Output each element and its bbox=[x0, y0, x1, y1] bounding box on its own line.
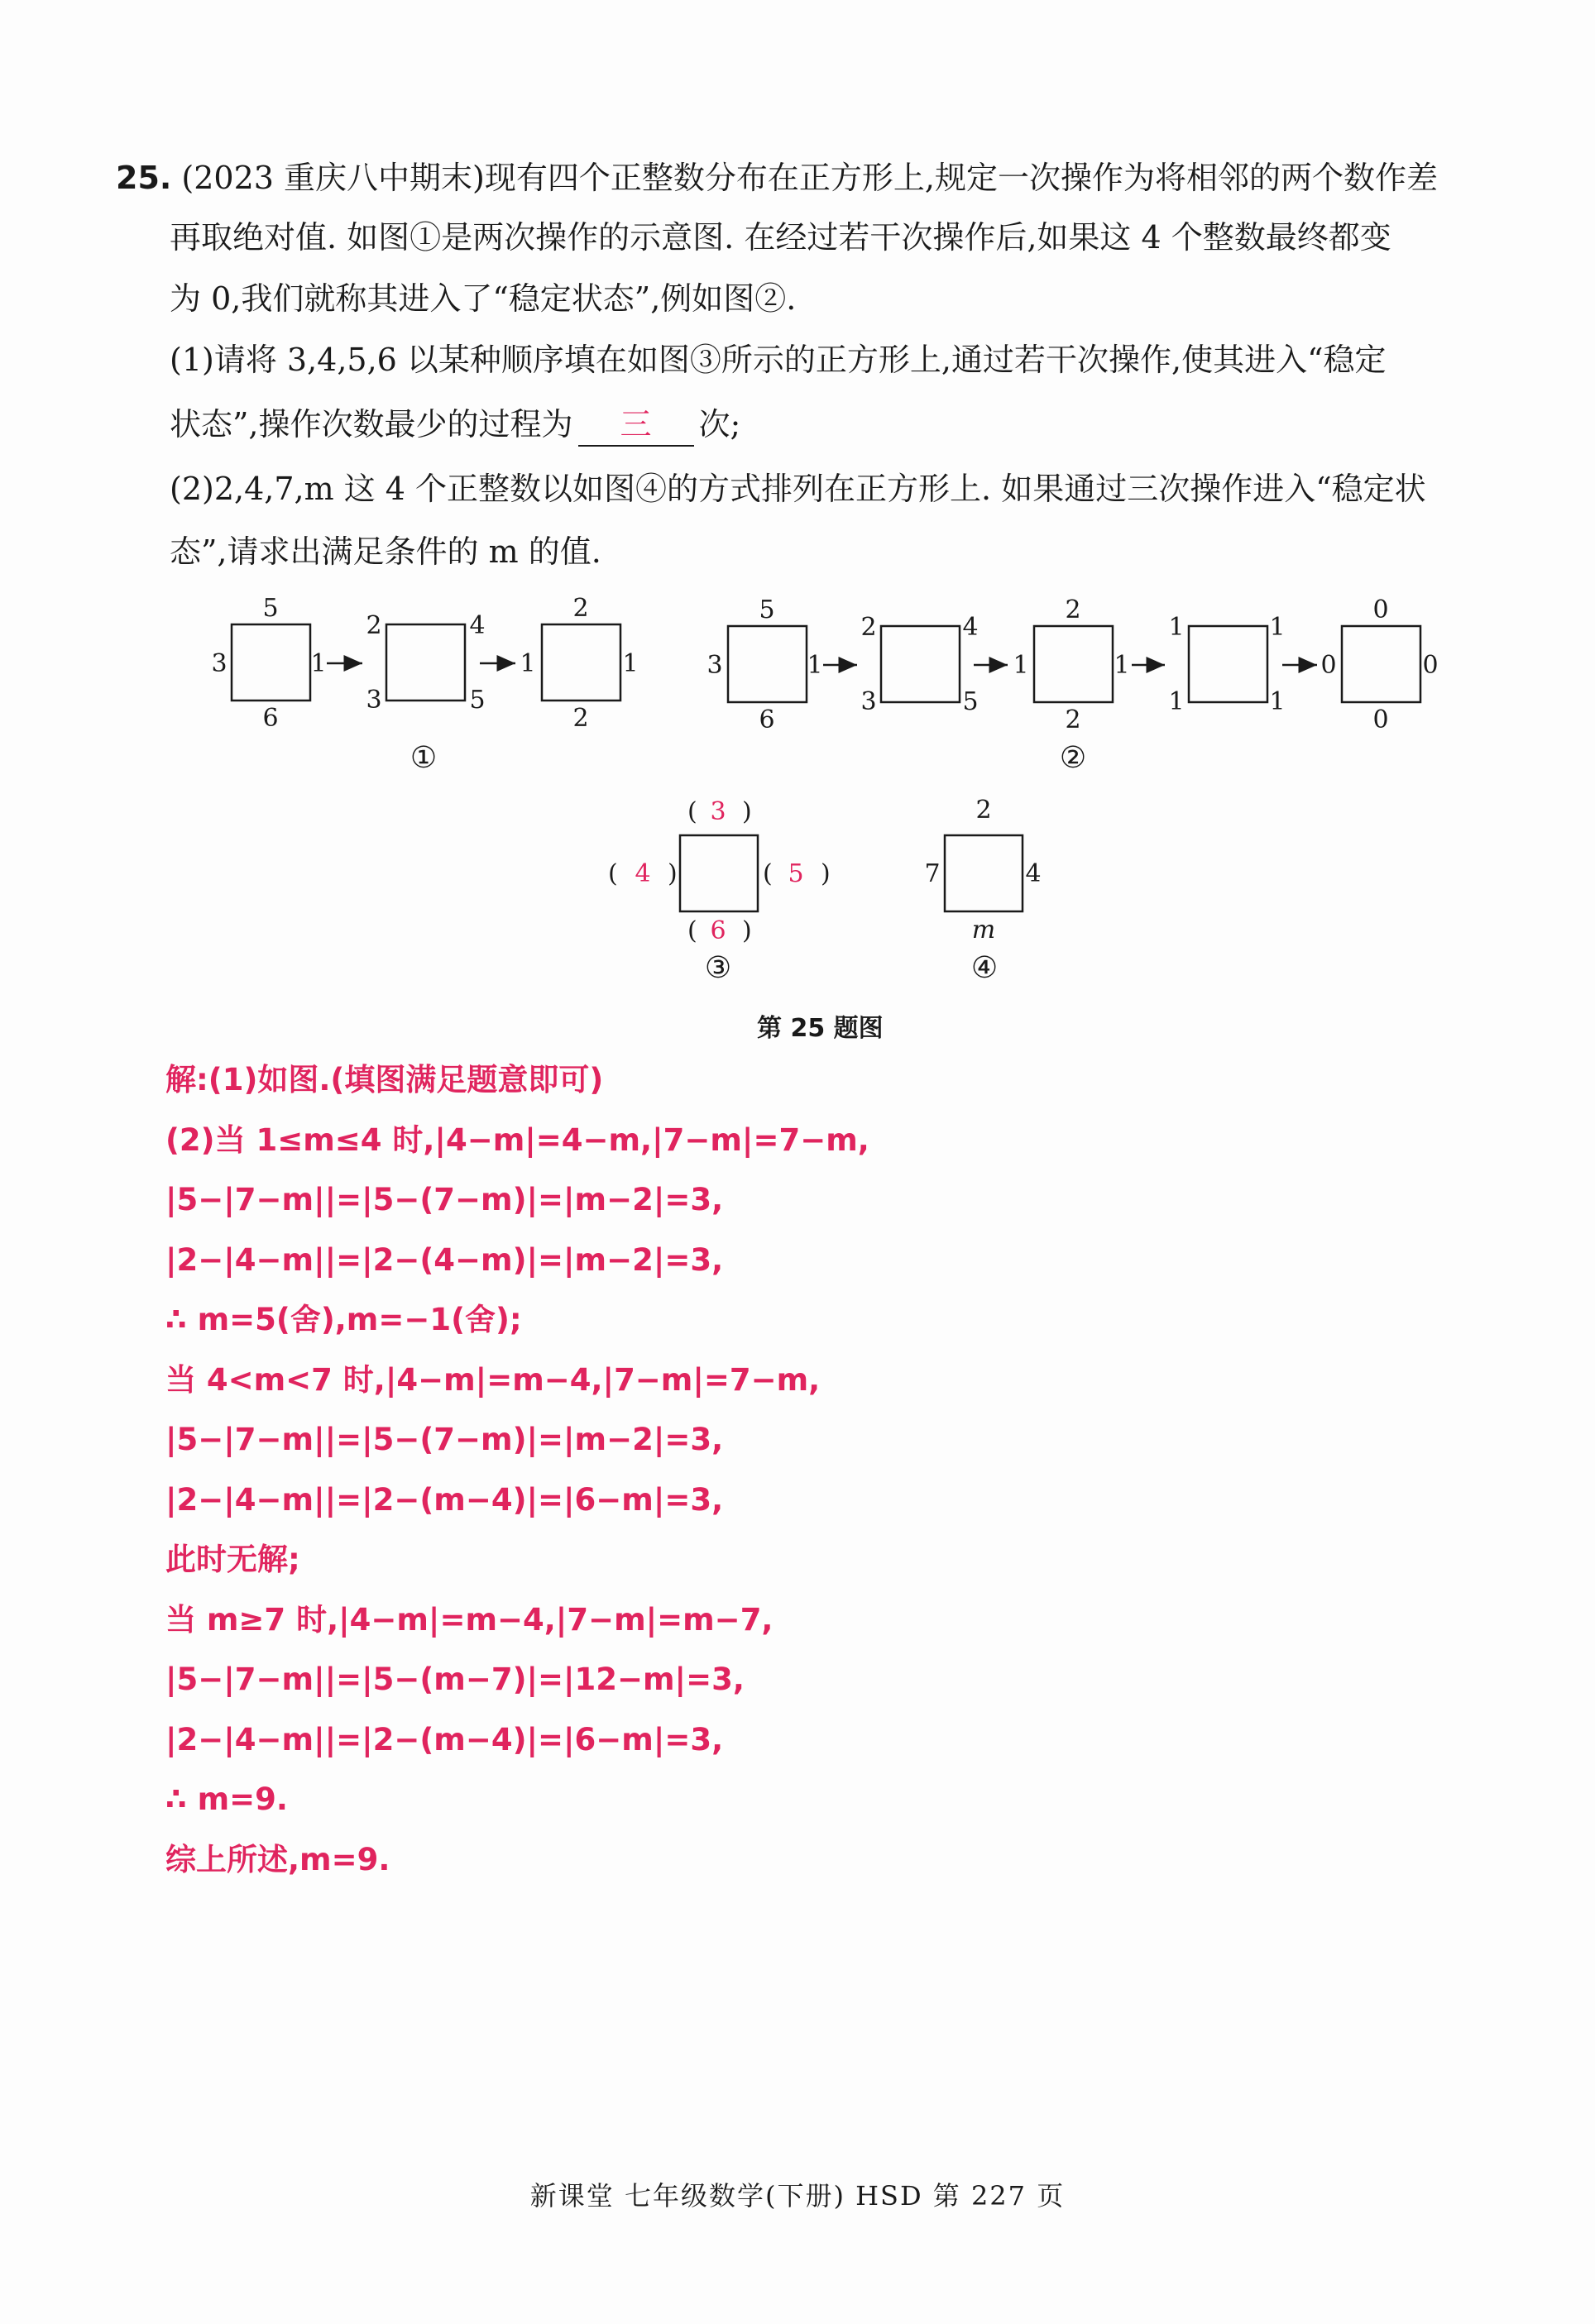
solution-line-11: |5−|7−m||=|5−(m−7)|=|12−m|=3, bbox=[165, 1662, 745, 1697]
fig3-bottom: 6 bbox=[710, 916, 726, 945]
fig4-square bbox=[945, 835, 1023, 911]
solution-line-13: ∴ m=9. bbox=[165, 1781, 288, 1817]
solution-line-6: 当 4<m<7 时,|4−m|=m−4,|7−m|=7−m, bbox=[165, 1362, 821, 1398]
fig2-b2-tr: 4 bbox=[962, 613, 979, 642]
fig1-b1-top: 5 bbox=[262, 594, 279, 623]
fig1-b3-right: 1 bbox=[622, 649, 639, 678]
question-text-1: (2023 重庆八中期末)现有四个正整数分布在正方形上,规定一次操作为将相邻的两个数作差 bbox=[181, 160, 1438, 196]
fig4-bottom: m bbox=[971, 916, 996, 944]
question-line-4: (1)请将 3,4,5,6 以某种顺序填在如图③所示的正方形上,通过若干次操作,使其进入“稳定 bbox=[170, 342, 1387, 378]
fig1-b2-tl: 2 bbox=[366, 611, 382, 640]
fig2-b2-bl: 3 bbox=[860, 687, 877, 716]
question-line-7: 态”,请求出满足条件的 m 的值. bbox=[170, 533, 601, 570]
fig2-b3-left: 1 bbox=[1013, 651, 1029, 680]
fig3-right-rparen: ) bbox=[821, 859, 831, 888]
fig4-left: 7 bbox=[924, 859, 941, 888]
figure-2 bbox=[706, 595, 1438, 775]
fig3-left-rparen: ) bbox=[668, 859, 678, 888]
fig1-square-2 bbox=[386, 624, 465, 701]
fig2-square-2 bbox=[881, 626, 960, 702]
question-line-6: (2)2,4,7,m 这 4 个正整数以如图④的方式排列在正方形上. 如果通过三次操作进入“稳定状 bbox=[170, 471, 1426, 507]
fig3-top: 3 bbox=[710, 797, 726, 826]
fig3-left-lparen: ( bbox=[608, 859, 618, 888]
question-line-1 bbox=[116, 157, 1438, 198]
figures bbox=[0, 579, 1595, 1042]
fig2-b5-left: 0 bbox=[1320, 651, 1337, 680]
solution-line-12: |2−|4−m||=|2−(m−4)|=|6−m|=3, bbox=[165, 1722, 724, 1757]
question-line-3: 为 0,我们就称其进入了“稳定状态”,例如图②. bbox=[170, 280, 797, 317]
fig1-b2-bl: 3 bbox=[366, 686, 382, 715]
fig2-b2-tl: 2 bbox=[860, 613, 877, 642]
question-line-5 bbox=[170, 404, 740, 447]
fig2-b1-bottom: 6 bbox=[759, 705, 775, 734]
solution-line-14: 综上所述,m=9. bbox=[165, 1842, 390, 1877]
part1-suffix: 次; bbox=[698, 406, 741, 442]
figure-4 bbox=[924, 796, 1041, 985]
fig3-bottom-lparen: ( bbox=[687, 916, 697, 945]
fig1-b3-left: 1 bbox=[520, 649, 536, 678]
fig2-b1-right: 1 bbox=[807, 651, 823, 680]
solution-line-3: |5−|7−m||=|5−(7−m)|=|m−2|=3, bbox=[165, 1182, 724, 1217]
fig3-right: 5 bbox=[788, 859, 804, 888]
question-line-2: 再取绝对值. 如图①是两次操作的示意图. 在经过若干次操作后,如果这 4 个整数最终都变 bbox=[170, 219, 1391, 256]
fig2-label: ② bbox=[1059, 741, 1087, 775]
figure-caption: 第 25 题图 bbox=[757, 1014, 884, 1043]
fig2-b3-bottom: 2 bbox=[1065, 705, 1081, 734]
solution-line-2: (2)当 1≤m≤4 时,|4−m|=4−m,|7−m|=7−m, bbox=[165, 1122, 869, 1158]
fig2-square-4 bbox=[1189, 626, 1267, 702]
figure-3 bbox=[608, 797, 831, 985]
fig3-square bbox=[680, 835, 758, 911]
fig3-top-lparen: ( bbox=[687, 797, 697, 826]
page-footer: 新课堂 七年级数学(下册) HSD 第 227 页 bbox=[529, 2180, 1066, 2212]
fig2-b1-left: 3 bbox=[706, 651, 723, 680]
fig1-b2-br: 5 bbox=[469, 686, 486, 715]
solution-line-1: 解:(1)如图.(填图满足题意即可) bbox=[165, 1062, 604, 1097]
fig1-b1-bottom: 6 bbox=[262, 704, 279, 733]
fig2-b1-top: 5 bbox=[759, 595, 775, 624]
fig1-b3-bottom: 2 bbox=[572, 704, 589, 733]
fig2-b4-bl: 1 bbox=[1168, 687, 1185, 716]
fig1-b2-tr: 4 bbox=[469, 611, 486, 640]
fig1-b1-left: 3 bbox=[211, 649, 228, 678]
fig2-b4-tr: 1 bbox=[1269, 613, 1286, 642]
fig3-top-rparen: ) bbox=[742, 797, 752, 826]
fig1-b3-top: 2 bbox=[572, 594, 589, 623]
solution-line-5: ∴ m=5(舍),m=−1(舍); bbox=[165, 1302, 522, 1337]
fig2-b4-br: 1 bbox=[1269, 687, 1286, 716]
fig2-square-5 bbox=[1342, 626, 1420, 702]
fig3-label: ③ bbox=[704, 951, 732, 985]
fig3-bottom-rparen: ) bbox=[742, 916, 752, 945]
fig4-top: 2 bbox=[975, 796, 992, 825]
fig2-b2-br: 5 bbox=[962, 687, 979, 716]
fig2-b5-right: 0 bbox=[1422, 651, 1439, 680]
fig2-b4-tl: 1 bbox=[1168, 613, 1185, 642]
solution-line-10: 当 m≥7 时,|4−m|=m−4,|7−m|=m−7, bbox=[165, 1602, 774, 1638]
fig2-b5-top: 0 bbox=[1372, 595, 1389, 624]
solution-line-4: |2−|4−m||=|2−(4−m)|=|m−2|=3, bbox=[165, 1242, 724, 1278]
fig2-b5-bottom: 0 bbox=[1372, 705, 1389, 734]
fig1-square-1 bbox=[232, 624, 310, 701]
question-number: 25. bbox=[116, 160, 172, 196]
fig3-left: 4 bbox=[635, 859, 651, 888]
fig2-b3-top: 2 bbox=[1065, 595, 1081, 624]
fig1-b1-right: 1 bbox=[310, 649, 327, 678]
solution-line-9: 此时无解; bbox=[165, 1542, 300, 1577]
fig2-square-1 bbox=[728, 626, 807, 702]
fig1-label: ① bbox=[410, 741, 438, 775]
fig3-right-lparen: ( bbox=[763, 859, 773, 888]
figure-1 bbox=[211, 594, 638, 775]
solution-line-7: |5−|7−m||=|5−(7−m)|=|m−2|=3, bbox=[165, 1422, 724, 1457]
fig4-right: 4 bbox=[1025, 859, 1042, 888]
part1-prefix: 状态”,操作次数最少的过程为 bbox=[170, 406, 573, 442]
fig2-square-3 bbox=[1034, 626, 1113, 702]
fig1-square-3 bbox=[542, 624, 620, 701]
fig4-label: ④ bbox=[970, 951, 999, 985]
solution-line-8: |2−|4−m||=|2−(m−4)|=|6−m|=3, bbox=[165, 1482, 724, 1518]
part1-answer-blank: 三 bbox=[578, 404, 694, 447]
fig2-b3-right: 1 bbox=[1114, 651, 1130, 680]
